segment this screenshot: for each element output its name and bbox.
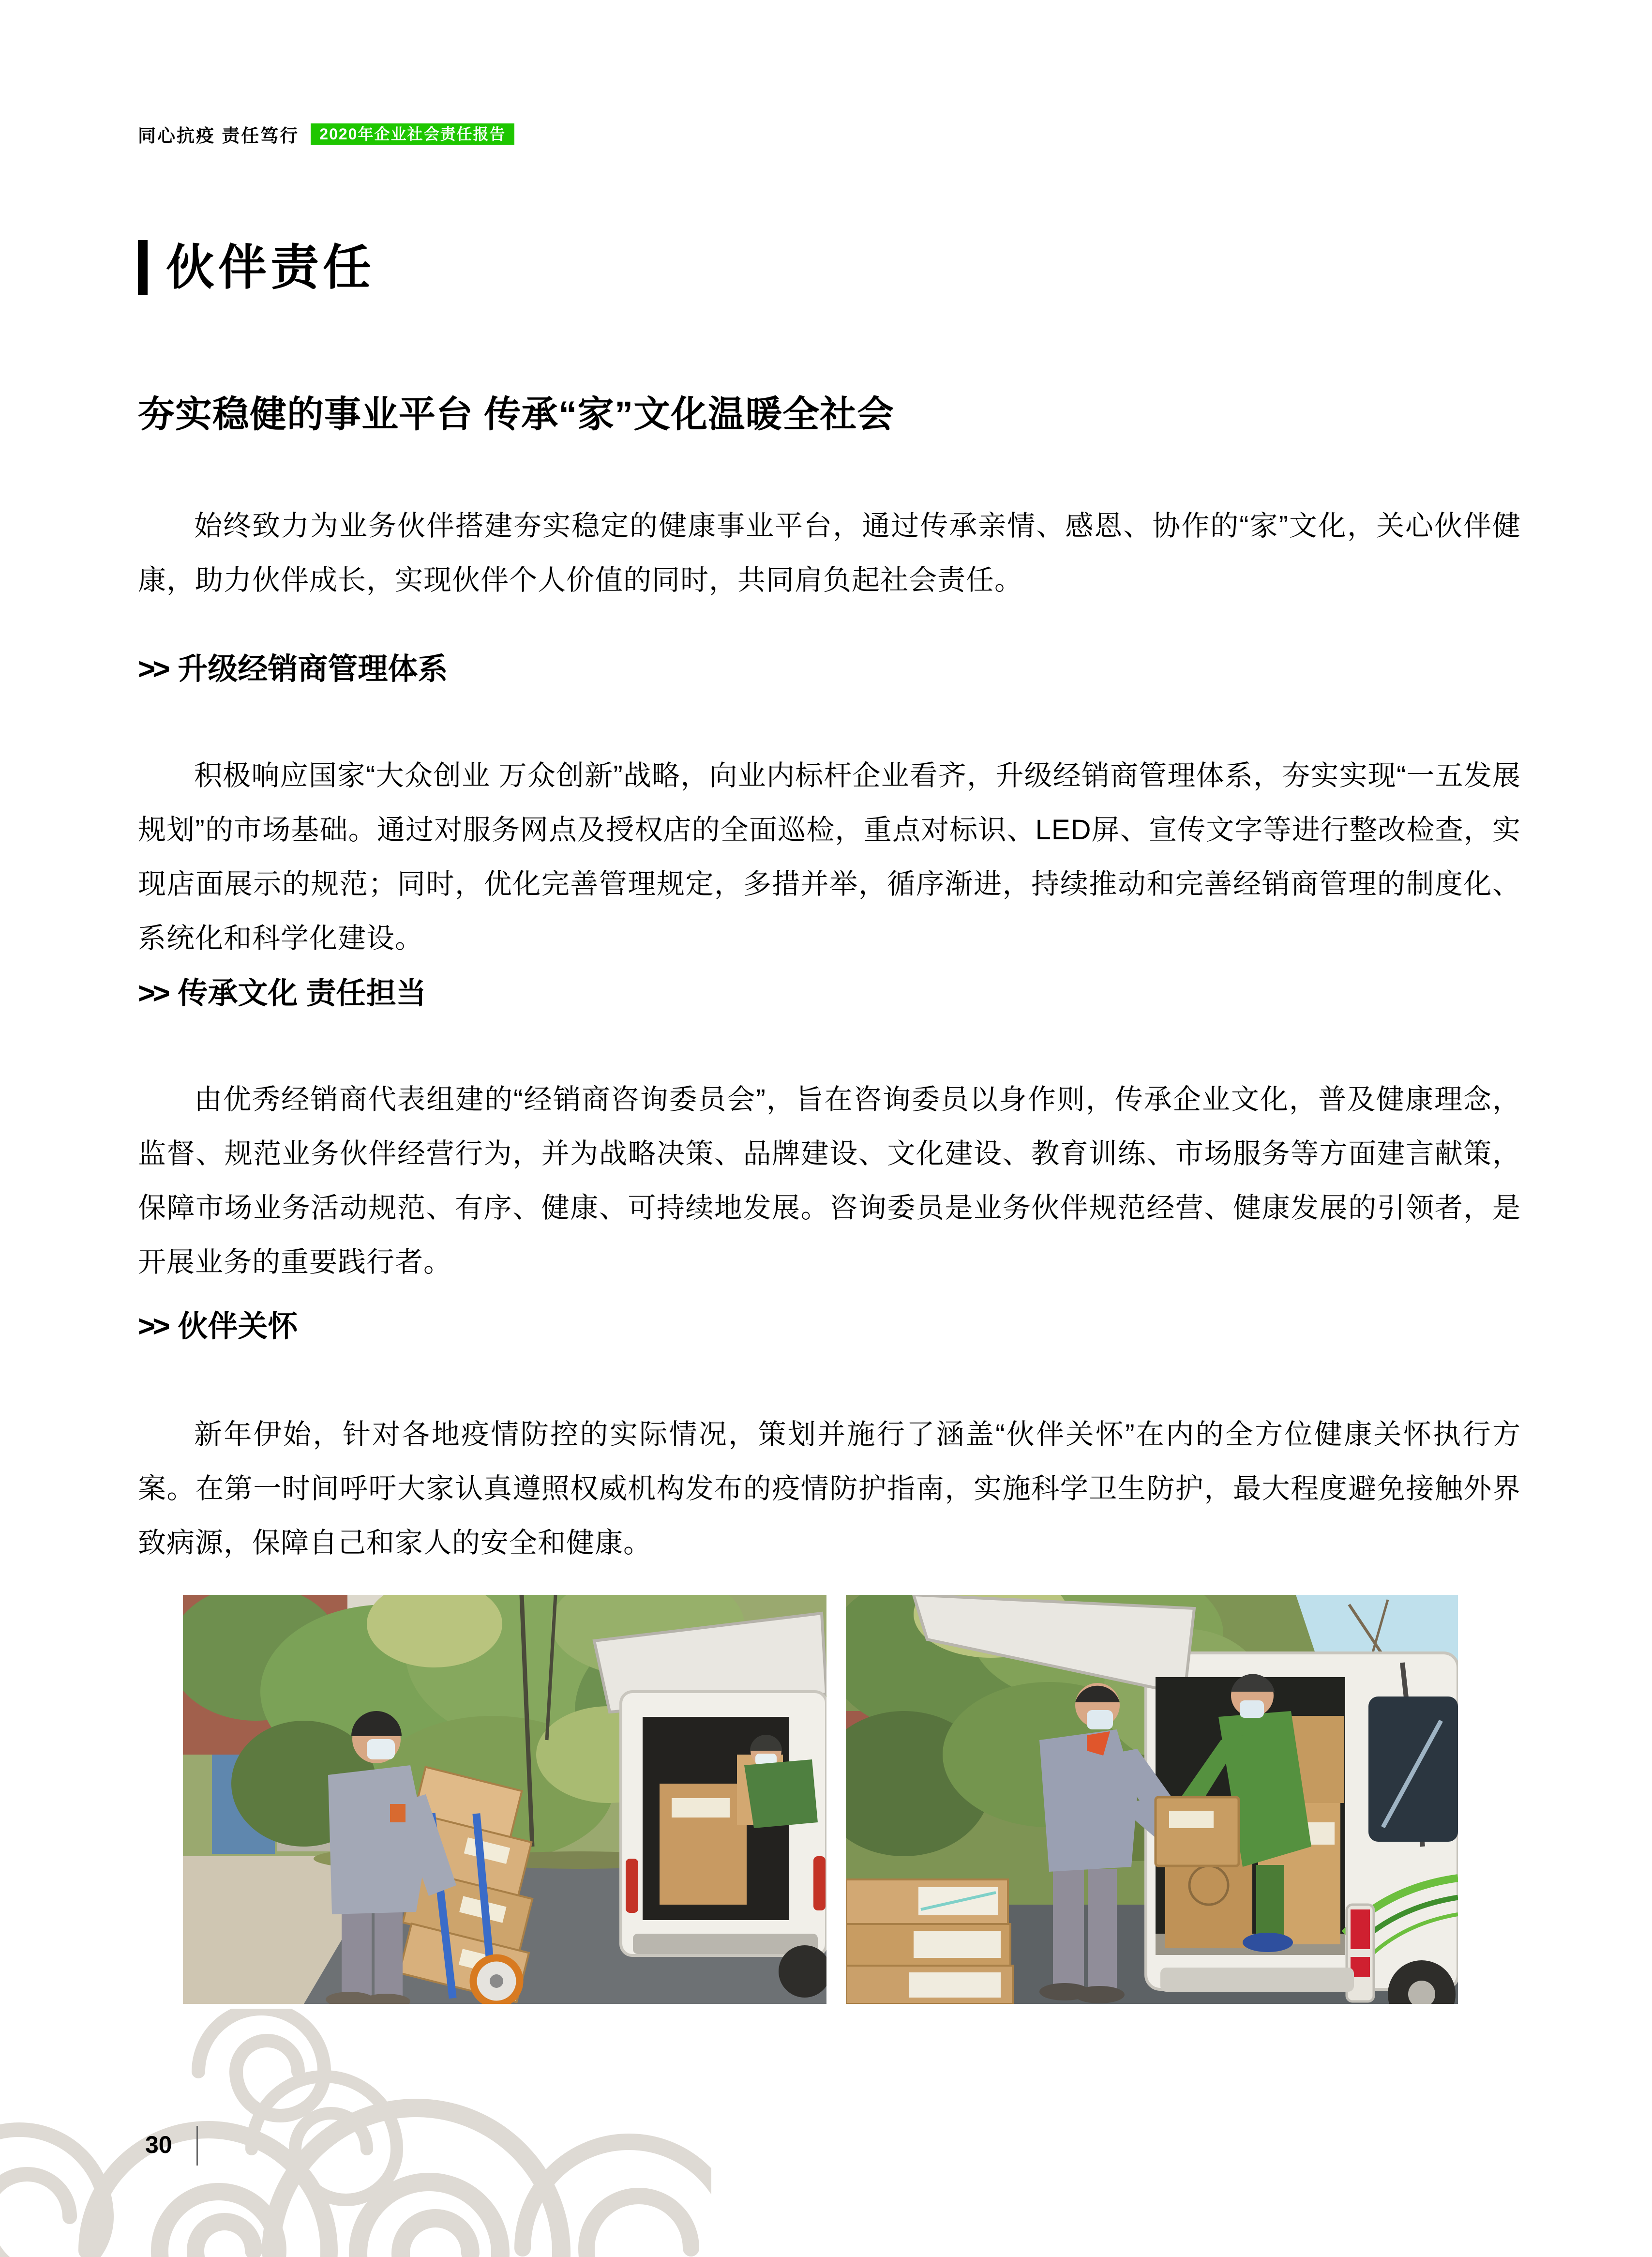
section-paragraph-culture-responsibility: 由优秀经销商代表组建的“经销商咨询委员会”，旨在咨询委员以身作则，传承企业文化，普及健康理念，监督、规范业务伙伴经营行为，并为战略决策、品牌建设、文化建设、教育训练、市场服务等方面建言献策，保障市场业务活动规范、有序、健康、可持续地发展。咨询委员是业务伙伴规范经营、健康发展的引领者，是开展业务的重要践行者。 [138,1084,1521,1278]
handed-box [1156,1797,1239,1866]
report-title-badge: 2020年企业社会责任报告 [311,123,514,145]
section-paragraph-partner-care: 新年伊始，针对各地疫情防控的实际情况，策划并施行了涵盖“伙伴关怀”在内的全方位健康关怀执行方案。在第一时间呼吁大家认真遵照权威机构发布的疫情防护指南，实施科学卫生防护，最大程度避免接触外界致病源，保障自己和家人的安全和健康。 [138,1419,1521,1559]
photo-handtruck-loading-illustration [183,1595,826,2004]
chevron-marker-icon: >> [138,977,167,1010]
truck-wheel [473,1958,520,2004]
section-heading-culture-responsibility [138,978,426,1010]
intro-paragraph: 始终致力为业务伙伴搭建夯实稳定的健康事业平台，通过传承亲情、感恩、协作的“家”文化，关心伙伴健康，助力伙伴成长，实现伙伴个人价值的同时，共同肩负起社会责任。 [138,510,1521,596]
photo-row [183,1595,1458,2004]
footer-divider-line [196,2126,198,2166]
page-number: 30 [145,2131,172,2158]
chapter-title-row [138,240,375,295]
cloud-pattern-watermark [0,2009,711,2257]
chevron-marker-icon: >> [138,652,167,686]
photo-van-box-handoff [846,1595,1458,2004]
title-accent-bar [138,240,148,295]
intro-heading: 夯实稳健的事业平台 传承“家”文化温暖全社会 [138,394,895,435]
section-heading-dealer-management [138,653,448,685]
section-paragraph-dealer-management: 积极响应国家“大众创业 万众创新”战略，向业内标杆企业看齐，升级经销商管理体系，夯实实现“一五发展规划”的市场基础。通过对服务网点及授权店的全面巡检，重点对标识、LED屏、宣传文字等进行整改检查，实现店面展示的规范；同时，优化完善管理规定，多措并举，循序渐进，持续推动和完善经销商管理的制度化、系统化和科学化建设。 [138,760,1521,954]
section-heading-partner-care [138,1311,298,1343]
chevron-marker-icon: >> [138,1310,167,1343]
stacked-boxes [846,1879,1013,2004]
section-heading-label: 升级经销商管理体系 [178,652,448,686]
section-heading-label: 伙伴关怀 [178,1310,298,1343]
section-heading-label: 传承文化 责任担当 [178,977,426,1010]
photo-van-handoff-illustration [846,1595,1458,2004]
white-van [594,1613,826,1998]
photo-handtruck-loading [183,1595,826,2004]
header-slogan: 同心抗疫 责任笃行 [138,126,300,146]
page-header [138,121,514,147]
page-title: 伙伴责任 [166,241,375,295]
